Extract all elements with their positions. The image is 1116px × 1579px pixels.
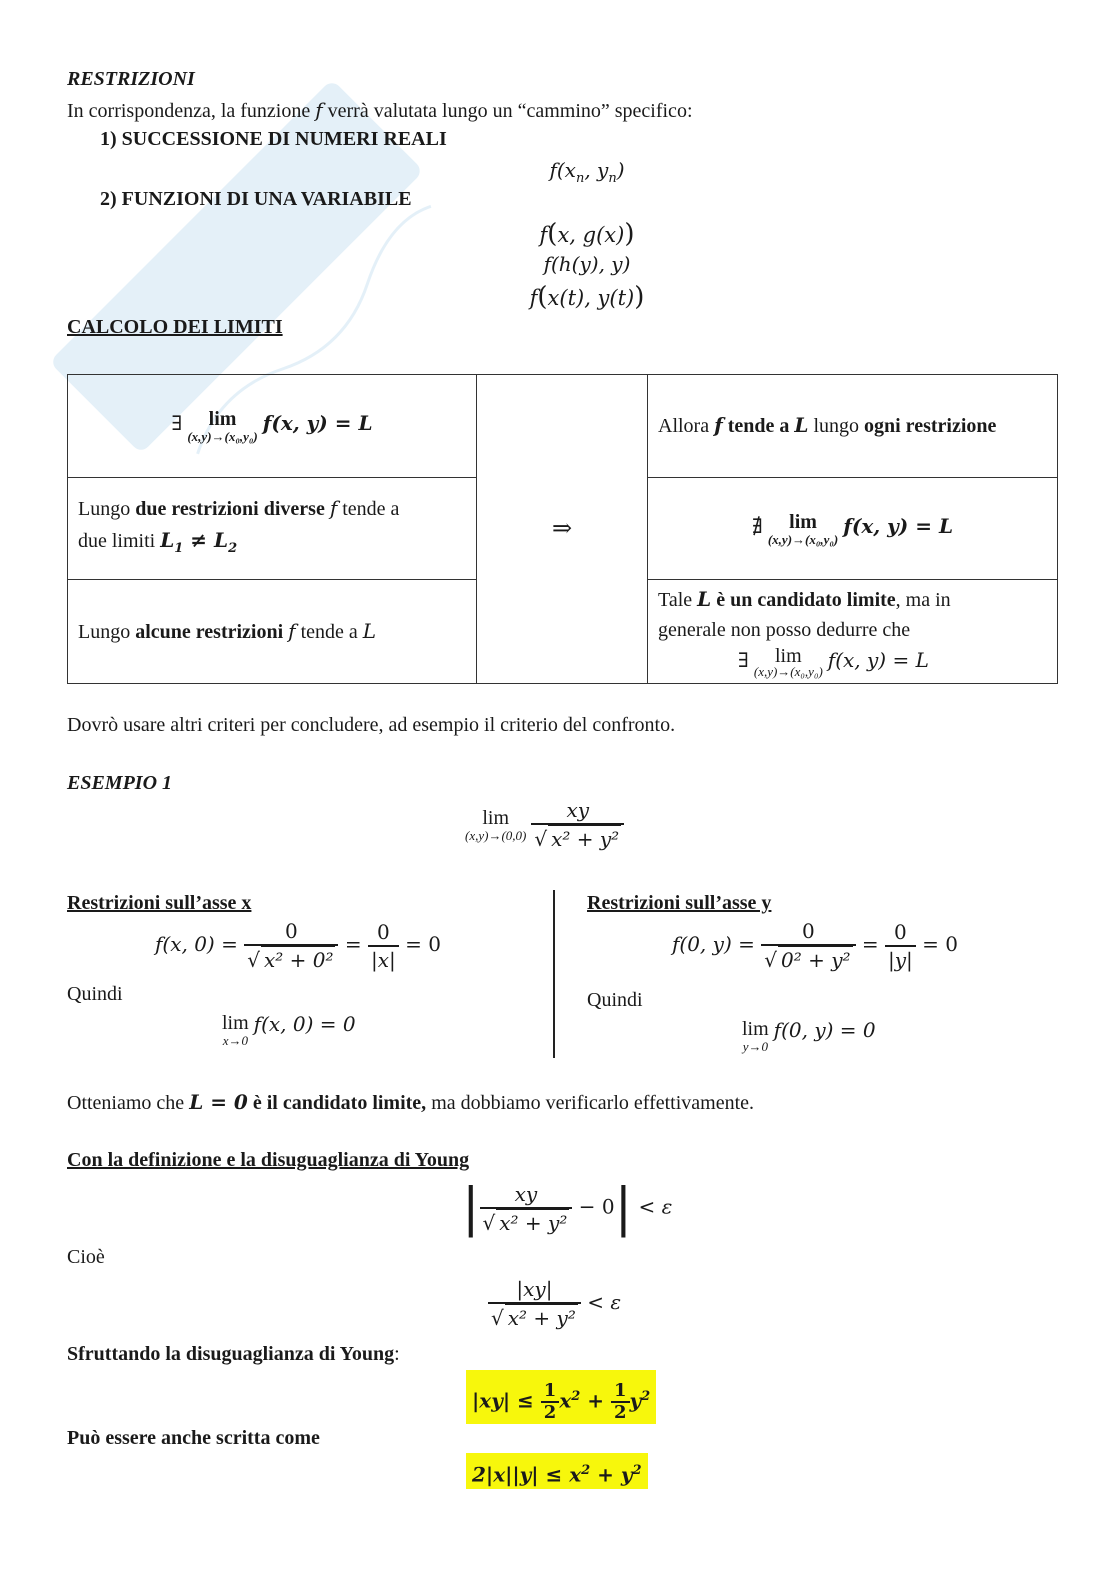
restrizioni-intro: In corrispondenza, la funzione f verrà valutata lungo un “cammino” specifico: [67, 98, 693, 122]
formula-f-xt-yt: f(x(t), y(t)) [529, 282, 645, 312]
formula-f-hy-y: f(h(y), y) [543, 252, 631, 276]
asse-x-formula: f(x, 0) = $\frac{0}{\text{√ x² + 0²}}$ = $\frac{0}{|x|}$ = 0 [155, 919, 441, 972]
restrizioni-title: RESTRIZIONI [67, 68, 195, 90]
asse-y-formula: f(0, y) = $\frac{0}{\text{√ 0² + y²}}$ = $\frac{0}{|y|}$ = 0 [672, 919, 958, 972]
young-definition-ineq: | $\frac{xy}{\text{√ x² + y²}}$ − 0| < ε [462, 1178, 673, 1238]
cell-candidate-limit: Tale L è un candidato limite, ma in generale non posso dedurre che ∃ lim (x,y)→(x₀,y₀) f(x, y) = L [648, 580, 1058, 684]
column-divider [553, 890, 555, 1058]
asse-x-title: Restrizioni sull’asse x [67, 892, 252, 914]
esempio-limit: lim (x,y)→(0,0) $\frac{xy}{\text{√ x² + y²}}$ [465, 797, 624, 852]
restrizioni-item-1: 1) SUCCESSIONE DI NUMERI REALI [100, 128, 447, 150]
asse-x-quindi: Quindi [67, 983, 123, 1005]
cell-not-exists-limit: ∄ lim (x,y)→(x₀,y₀) f(x, y) = L [648, 478, 1058, 580]
asse-x-limit: lim x→0 f(x, 0) = 0 [222, 1012, 356, 1048]
implies-arrow: ⇒ [477, 375, 648, 684]
restrizioni-item-2: 2) FUNZIONI DI UNA VARIABILE [100, 188, 412, 210]
formula-f-xn-yn: $f(x_n$, $y_n$) [549, 158, 625, 186]
cell-some-restrictions: Lungo alcune restrizioni f tende a L [68, 580, 477, 684]
esempio-title: ESEMPIO 1 [67, 772, 173, 794]
cell-exists-limit: ∃ lim (x,y)→(x₀,y₀) f(x, y) = L [68, 375, 477, 478]
young-abs-ineq: $\frac{|xy|}{\text{√ x² + y²}}$ < ε [488, 1276, 621, 1331]
asse-y-quindi: Quindi [587, 989, 643, 1011]
after-table-text: Dovrò usare altri criteri per concludere, ad esempio il criterio del confronto. [67, 714, 676, 736]
candidate-text: Otteniamo che L = 0 è il candidato limite, ma dobbiamo verificarlo effettivamente. [67, 1090, 755, 1114]
asse-y-limit: lim y→0 f(0, y) = 0 [742, 1018, 876, 1054]
limits-table [67, 374, 1058, 684]
cell-two-restrictions: Lungo due restrizioni diverse f tende a due limiti $L_1 \ne L_2$ [68, 478, 477, 580]
asse-y-title: Restrizioni sull’asse y [587, 892, 772, 914]
formula-f-x-gx: f(x, g(x)) [539, 219, 635, 249]
calcolo-title: CALCOLO DEI LIMITI [67, 316, 283, 338]
sfruttando-text: Sfruttando la disuguaglianza di Young: [67, 1343, 400, 1365]
young-inequality-highlight: |xy| ≤ $\frac{1}{2}$ $x^2$ + $\frac{1}{2}$ $y^2$ [466, 1370, 656, 1424]
cell-tends-every-restriction: Allora f tende a L lungo ogni restrizione [648, 375, 1058, 478]
young-alt-highlight: $2|x||y| \le x^2 + y^2$ [466, 1453, 648, 1489]
cioe-text: Cioè [67, 1246, 105, 1268]
young-title: Con la definizione e la disuguaglianza di Young [67, 1149, 470, 1171]
scritta-text: Può essere anche scritta come [67, 1427, 320, 1449]
